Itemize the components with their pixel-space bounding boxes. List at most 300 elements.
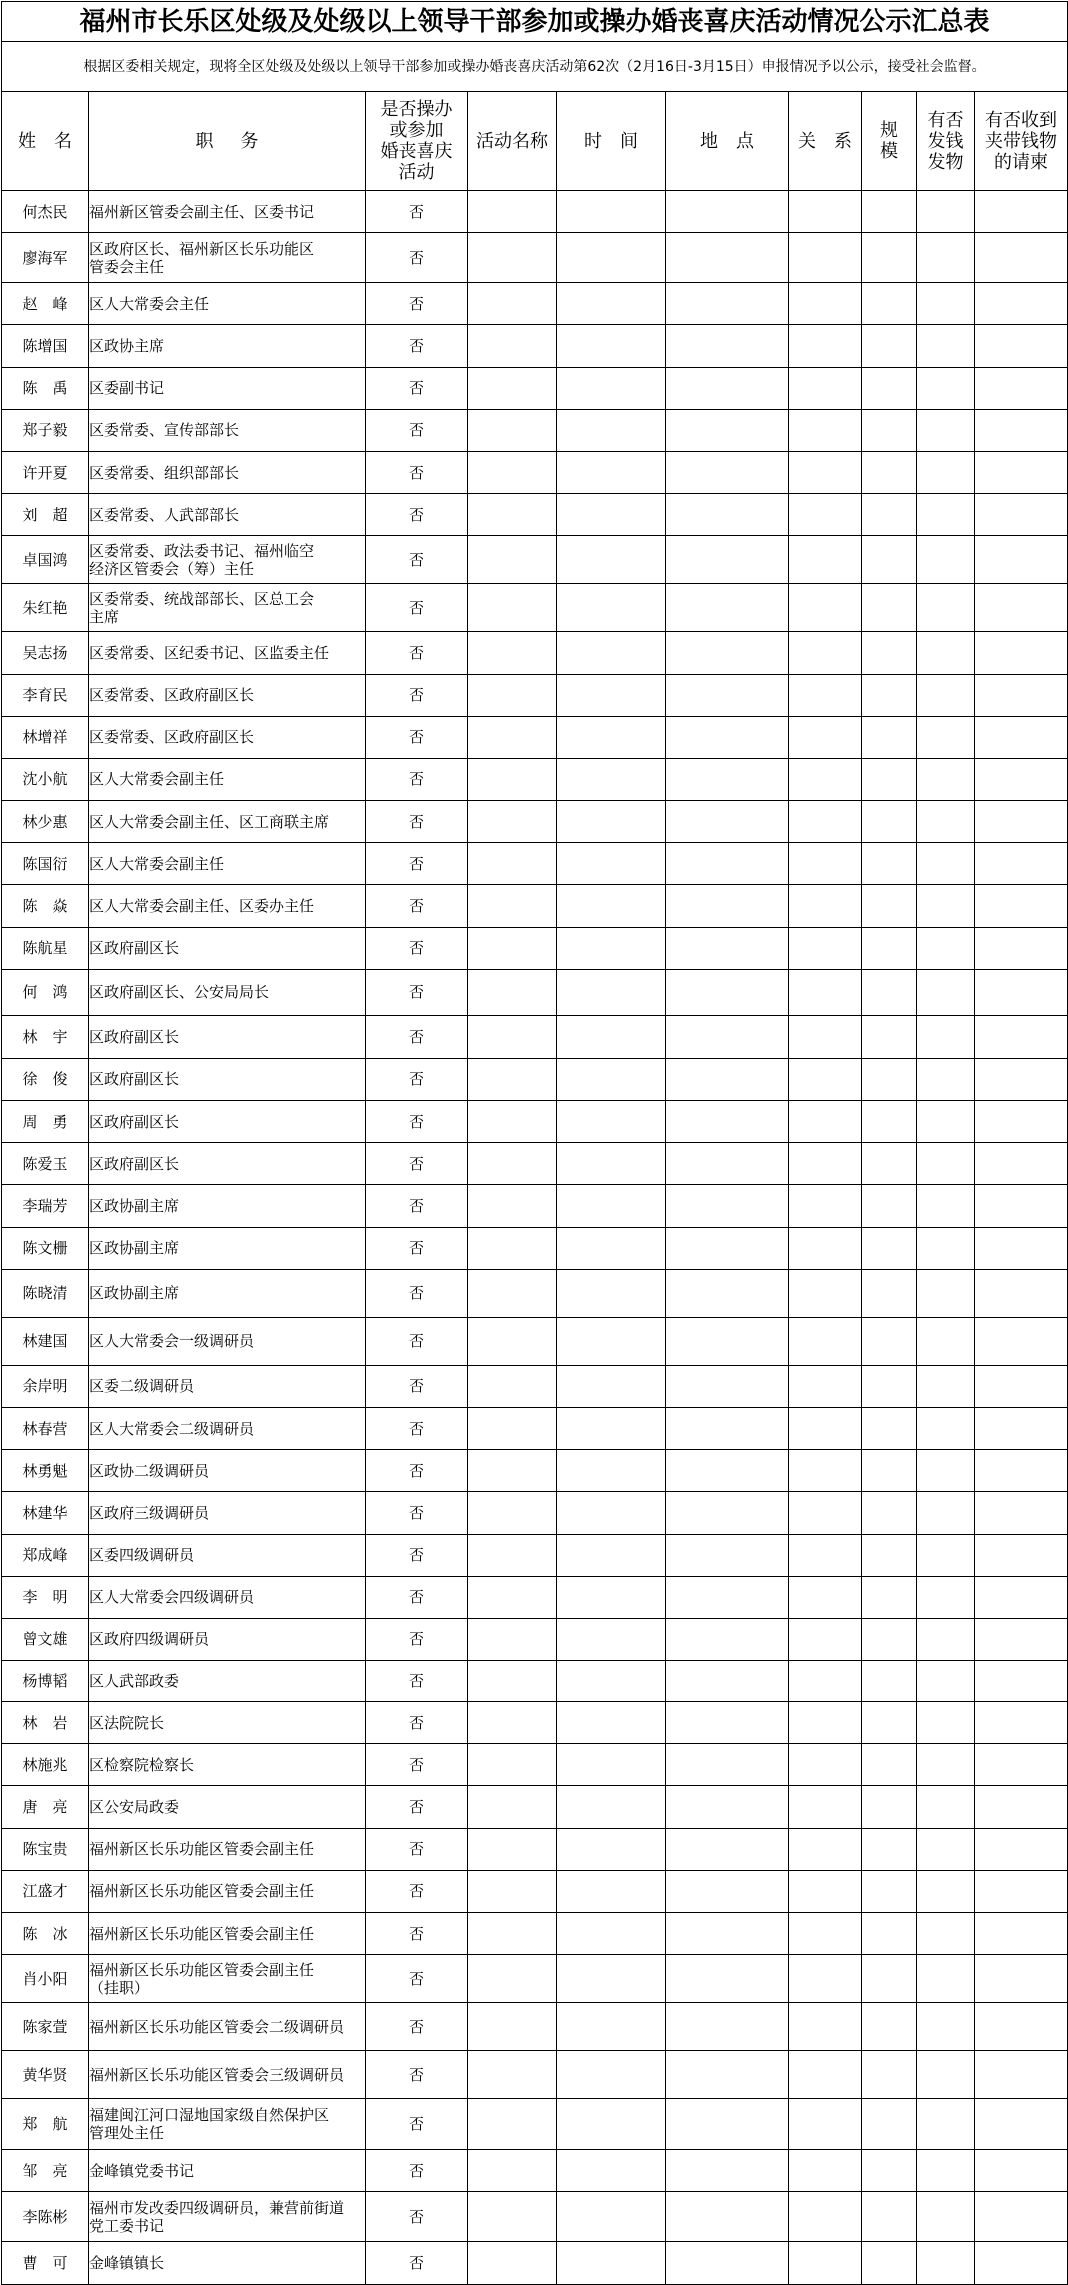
title-row [2, 2, 1068, 42]
cell-time [557, 674, 666, 716]
table-row [2, 2242, 1068, 2284]
cell-time [557, 1618, 666, 1660]
cell-name: 陈航星 [2, 927, 89, 969]
cell-gifts [917, 2192, 975, 2242]
cell-time [557, 1227, 666, 1269]
table-row [2, 969, 1068, 1015]
cell-duty: 区法院院长 [89, 1702, 366, 1744]
cell-participated: 否 [366, 1744, 468, 1786]
cell-activity-name [468, 1317, 557, 1365]
cell-invitation [975, 451, 1068, 493]
cell-activity-name [468, 1744, 557, 1786]
cell-participated: 否 [366, 1365, 468, 1407]
cell-relation [789, 1365, 862, 1407]
cell-participated: 否 [366, 233, 468, 283]
cell-gifts [917, 1534, 975, 1576]
cell-duty: 区人大常委会二级调研员 [89, 1407, 366, 1449]
cell-participated: 否 [366, 674, 468, 716]
cell-gifts [917, 1661, 975, 1702]
cell-participated: 否 [366, 2003, 468, 2051]
cell-relation [789, 1101, 862, 1143]
table-row [2, 409, 1068, 451]
cell-time [557, 2192, 666, 2242]
cell-place [666, 1913, 789, 1955]
cell-gifts [917, 1744, 975, 1786]
cell-relation [789, 1744, 862, 1786]
cell-duty: 区政府副区长 [89, 1143, 366, 1185]
cell-gifts [917, 1870, 975, 1912]
cell-gifts [917, 1317, 975, 1365]
table-row [2, 1955, 1068, 2003]
cell-scale [862, 969, 917, 1015]
cell-time [557, 1492, 666, 1534]
cell-gifts [917, 1913, 975, 1955]
cell-gifts [917, 1143, 975, 1185]
cell-participated: 否 [366, 2242, 468, 2284]
cell-name: 邹 亮 [2, 2150, 89, 2192]
cell-scale [862, 1661, 917, 1702]
cell-relation [789, 1618, 862, 1660]
cell-participated: 否 [366, 1143, 468, 1185]
cell-activity-name [468, 1534, 557, 1576]
cell-name: 江盛才 [2, 1870, 89, 1912]
cell-participated: 否 [366, 283, 468, 325]
cell-name: 李瑞芳 [2, 1185, 89, 1227]
cell-duty: 区政府副区长、公安局局长 [89, 969, 366, 1015]
cell-activity-name [468, 1661, 557, 1702]
cell-gifts [917, 233, 975, 283]
cell-activity-name [468, 325, 557, 367]
cell-activity-name [468, 233, 557, 283]
table-row [2, 801, 1068, 843]
cell-name: 陈 冰 [2, 1913, 89, 1955]
table-row [2, 1450, 1068, 1492]
cell-scale [862, 674, 917, 716]
cell-gifts [917, 969, 975, 1015]
cell-relation [789, 1870, 862, 1912]
cell-duty: 金峰镇党委书记 [89, 2150, 366, 2192]
cell-time [557, 191, 666, 233]
cell-participated: 否 [366, 1015, 468, 1058]
cell-gifts [917, 1618, 975, 1660]
cell-duty: 区政协二级调研员 [89, 1450, 366, 1492]
cell-activity-name [468, 801, 557, 843]
notice-text: 根据区委相关规定，现将全区处级及处级以上领导干部参加或操办婚丧喜庆活动第62次（2月16日-3月15日）申报情况予以公示，接受社会监督。 [2, 42, 1068, 92]
cell-invitation [975, 716, 1068, 758]
cell-scale [862, 1058, 917, 1100]
cell-relation [789, 1492, 862, 1534]
cell-participated: 否 [366, 536, 468, 584]
cell-name: 杨博韬 [2, 1661, 89, 1702]
cell-relation [789, 584, 862, 632]
cell-relation [789, 1227, 862, 1269]
cell-participated: 否 [366, 451, 468, 493]
cell-relation [789, 632, 862, 674]
cell-scale [862, 1828, 917, 1870]
cell-time [557, 451, 666, 493]
cell-time [557, 1576, 666, 1618]
cell-invitation [975, 1576, 1068, 1618]
cell-place [666, 1786, 789, 1828]
cell-scale [862, 1955, 917, 2003]
cell-participated: 否 [366, 584, 468, 632]
cell-invitation [975, 1015, 1068, 1058]
cell-gifts [917, 1450, 975, 1492]
cell-duty: 区人大常委会四级调研员 [89, 1576, 366, 1618]
cell-activity-name [468, 367, 557, 409]
cell-name: 唐 亮 [2, 1786, 89, 1828]
table-row [2, 1534, 1068, 1576]
cell-participated: 否 [366, 758, 468, 800]
cell-activity-name [468, 283, 557, 325]
cell-place [666, 1407, 789, 1449]
cell-place [666, 1744, 789, 1786]
cell-duty: 区政府三级调研员 [89, 1492, 366, 1534]
cell-participated: 否 [366, 885, 468, 927]
cell-time [557, 1269, 666, 1317]
cell-name: 林建华 [2, 1492, 89, 1534]
cell-name: 李 明 [2, 1576, 89, 1618]
cell-participated: 否 [366, 1227, 468, 1269]
cell-participated: 否 [366, 1317, 468, 1365]
cell-time [557, 1450, 666, 1492]
table-row [2, 1828, 1068, 1870]
cell-duty: 区委常委、组织部部长 [89, 451, 366, 493]
cell-place [666, 1227, 789, 1269]
cell-invitation [975, 885, 1068, 927]
cell-relation [789, 1913, 862, 1955]
cell-activity-name [468, 1576, 557, 1618]
cell-name: 余岸明 [2, 1365, 89, 1407]
cell-relation [789, 758, 862, 800]
cell-duty: 区委四级调研员 [89, 1534, 366, 1576]
cell-place [666, 632, 789, 674]
cell-relation [789, 1143, 862, 1185]
cell-gifts [917, 801, 975, 843]
cell-time [557, 1534, 666, 1576]
cell-duty: 区委常委、宣传部部长 [89, 409, 366, 451]
cell-scale [862, 2099, 917, 2150]
cell-relation [789, 1269, 862, 1317]
cell-gifts [917, 1058, 975, 1100]
cell-place [666, 674, 789, 716]
cell-activity-name [468, 1015, 557, 1058]
cell-scale [862, 191, 917, 233]
cell-duty: 区委常委、区政府副区长 [89, 716, 366, 758]
cell-gifts [917, 1576, 975, 1618]
cell-invitation [975, 191, 1068, 233]
cell-time [557, 283, 666, 325]
cell-participated: 否 [366, 325, 468, 367]
cell-invitation [975, 843, 1068, 885]
cell-scale [862, 885, 917, 927]
cell-gifts [917, 367, 975, 409]
cell-place [666, 1534, 789, 1576]
table-row [2, 1365, 1068, 1407]
cell-participated: 否 [366, 1101, 468, 1143]
table-row [2, 1317, 1068, 1365]
notice-row [2, 42, 1068, 92]
cell-scale [862, 1407, 917, 1449]
cell-relation [789, 1786, 862, 1828]
table-row [2, 1101, 1068, 1143]
cell-invitation [975, 494, 1068, 536]
cell-relation [789, 2150, 862, 2192]
cell-name: 林建国 [2, 1317, 89, 1365]
cell-relation [789, 2003, 862, 2051]
cell-place [666, 325, 789, 367]
cell-time [557, 1365, 666, 1407]
cell-activity-name [468, 494, 557, 536]
cell-name: 朱红艳 [2, 584, 89, 632]
cell-place [666, 758, 789, 800]
cell-invitation [975, 1702, 1068, 1744]
cell-participated: 否 [366, 1955, 468, 2003]
table-row [2, 1015, 1068, 1058]
cell-relation [789, 2192, 862, 2242]
cell-gifts [917, 2003, 975, 2051]
table-row [2, 1786, 1068, 1828]
cell-gifts [917, 1702, 975, 1744]
cell-participated: 否 [366, 843, 468, 885]
cell-gifts [917, 716, 975, 758]
cell-invitation [975, 801, 1068, 843]
cell-duty: 区公安局政委 [89, 1786, 366, 1828]
cell-name: 肖小阳 [2, 1955, 89, 2003]
cell-relation [789, 191, 862, 233]
cell-scale [862, 801, 917, 843]
cell-duty: 区人大常委会主任 [89, 283, 366, 325]
table-row [2, 1058, 1068, 1100]
cell-scale [862, 2242, 917, 2284]
cell-activity-name [468, 2150, 557, 2192]
cell-time [557, 758, 666, 800]
cell-activity-name [468, 1492, 557, 1534]
table-row [2, 451, 1068, 493]
cell-participated: 否 [366, 1828, 468, 1870]
cell-gifts [917, 584, 975, 632]
header-activity-name: 活动名称 [468, 92, 557, 191]
cell-activity-name [468, 1269, 557, 1317]
cell-scale [862, 1185, 917, 1227]
cell-participated: 否 [366, 367, 468, 409]
cell-invitation [975, 283, 1068, 325]
table-row [2, 1407, 1068, 1449]
cell-time [557, 1015, 666, 1058]
cell-participated: 否 [366, 409, 468, 451]
cell-place [666, 1870, 789, 1912]
cell-gifts [917, 927, 975, 969]
cell-invitation [975, 1955, 1068, 2003]
cell-time [557, 1058, 666, 1100]
table-row [2, 1702, 1068, 1744]
cell-place [666, 1702, 789, 1744]
cell-relation [789, 1058, 862, 1100]
cell-relation [789, 1661, 862, 1702]
cell-place [666, 2150, 789, 2192]
cell-name: 刘 超 [2, 494, 89, 536]
cell-invitation [975, 1870, 1068, 1912]
cell-name: 吴志扬 [2, 632, 89, 674]
cell-invitation [975, 1828, 1068, 1870]
cell-relation [789, 1015, 862, 1058]
cell-place [666, 1450, 789, 1492]
cell-duty: 区政府四级调研员 [89, 1618, 366, 1660]
cell-activity-name [468, 409, 557, 451]
cell-relation [789, 716, 862, 758]
cell-relation [789, 2242, 862, 2284]
cell-name: 曹 可 [2, 2242, 89, 2284]
cell-scale [862, 283, 917, 325]
cell-participated: 否 [366, 1786, 468, 1828]
cell-invitation [975, 1618, 1068, 1660]
cell-scale [862, 632, 917, 674]
cell-relation [789, 536, 862, 584]
cell-place [666, 1269, 789, 1317]
cell-scale [862, 1227, 917, 1269]
cell-time [557, 325, 666, 367]
cell-place [666, 1955, 789, 2003]
cell-duty: 区委常委、人武部部长 [89, 494, 366, 536]
cell-participated: 否 [366, 2099, 468, 2150]
cell-time [557, 2242, 666, 2284]
table-row [2, 1492, 1068, 1534]
cell-scale [862, 1492, 917, 1534]
cell-invitation [975, 1101, 1068, 1143]
cell-invitation [975, 2003, 1068, 2051]
cell-name: 陈宝贵 [2, 1828, 89, 1870]
cell-place [666, 1143, 789, 1185]
cell-scale [862, 2003, 917, 2051]
cell-invitation [975, 1913, 1068, 1955]
cell-invitation [975, 1661, 1068, 1702]
cell-invitation [975, 1227, 1068, 1269]
cell-time [557, 409, 666, 451]
cell-place [666, 1492, 789, 1534]
cell-activity-name [468, 1185, 557, 1227]
header-relation: 关 系 [789, 92, 862, 191]
cell-name: 林春营 [2, 1407, 89, 1449]
cell-place [666, 1015, 789, 1058]
cell-time [557, 1661, 666, 1702]
cell-invitation [975, 233, 1068, 283]
cell-participated: 否 [366, 969, 468, 1015]
cell-relation [789, 2099, 862, 2150]
cell-activity-name [468, 1407, 557, 1449]
cell-activity-name [468, 2192, 557, 2242]
cell-gifts [917, 2150, 975, 2192]
cell-time [557, 494, 666, 536]
cell-activity-name [468, 1828, 557, 1870]
cell-gifts [917, 1269, 975, 1317]
cell-scale [862, 1913, 917, 1955]
cell-duty: 区政府副区长 [89, 1015, 366, 1058]
cell-participated: 否 [366, 191, 468, 233]
cell-scale [862, 1534, 917, 1576]
cell-name: 廖海军 [2, 233, 89, 283]
cell-scale [862, 1317, 917, 1365]
cell-gifts [917, 1227, 975, 1269]
cell-participated: 否 [366, 1661, 468, 1702]
cell-activity-name [468, 1955, 557, 2003]
cell-relation [789, 801, 862, 843]
cell-activity-name [468, 1058, 557, 1100]
table-row [2, 1744, 1068, 1786]
cell-duty: 区人大常委会副主任、区委办主任 [89, 885, 366, 927]
cell-name: 林施兆 [2, 1744, 89, 1786]
cell-gifts [917, 536, 975, 584]
cell-scale [862, 494, 917, 536]
cell-activity-name [468, 716, 557, 758]
cell-time [557, 1786, 666, 1828]
cell-duty: 福州新区管委会副主任、区委书记 [89, 191, 366, 233]
table-row [2, 536, 1068, 584]
cell-name: 林增祥 [2, 716, 89, 758]
cell-time [557, 584, 666, 632]
cell-time [557, 885, 666, 927]
cell-gifts [917, 843, 975, 885]
cell-duty: 区政协副主席 [89, 1227, 366, 1269]
cell-activity-name [468, 1913, 557, 1955]
cell-place [666, 367, 789, 409]
cell-place [666, 2242, 789, 2284]
table-row [2, 1913, 1068, 1955]
cell-scale [862, 1143, 917, 1185]
cell-participated: 否 [366, 1185, 468, 1227]
table-row [2, 1185, 1068, 1227]
cell-gifts [917, 283, 975, 325]
cell-time [557, 1913, 666, 1955]
cell-invitation [975, 1786, 1068, 1828]
cell-gifts [917, 451, 975, 493]
table-row [2, 2003, 1068, 2051]
cell-scale [862, 451, 917, 493]
cell-duty: 区委二级调研员 [89, 1365, 366, 1407]
table-row [2, 2099, 1068, 2150]
cell-invitation [975, 2150, 1068, 2192]
cell-duty: 区政协副主席 [89, 1185, 366, 1227]
cell-duty: 区委常委、区政府副区长 [89, 674, 366, 716]
cell-activity-name [468, 1143, 557, 1185]
cell-invitation [975, 2051, 1068, 2099]
cell-activity-name [468, 1101, 557, 1143]
table-row [2, 885, 1068, 927]
cell-participated: 否 [366, 2150, 468, 2192]
table-row [2, 1576, 1068, 1618]
cell-time [557, 1870, 666, 1912]
cell-place [666, 584, 789, 632]
cell-place [666, 1101, 789, 1143]
cell-invitation [975, 1317, 1068, 1365]
cell-relation [789, 1955, 862, 2003]
cell-name: 林 宇 [2, 1015, 89, 1058]
table-row [2, 1227, 1068, 1269]
table-row [2, 927, 1068, 969]
cell-time [557, 1744, 666, 1786]
cell-gifts [917, 409, 975, 451]
cell-scale [862, 1015, 917, 1058]
cell-participated: 否 [366, 927, 468, 969]
cell-invitation [975, 1365, 1068, 1407]
cell-gifts [917, 325, 975, 367]
cell-gifts [917, 2099, 975, 2150]
cell-duty: 区委副书记 [89, 367, 366, 409]
cell-place [666, 409, 789, 451]
cell-duty: 区政府副区长 [89, 1101, 366, 1143]
cell-invitation [975, 2242, 1068, 2284]
cell-name: 李陈彬 [2, 2192, 89, 2242]
cell-participated: 否 [366, 2192, 468, 2242]
